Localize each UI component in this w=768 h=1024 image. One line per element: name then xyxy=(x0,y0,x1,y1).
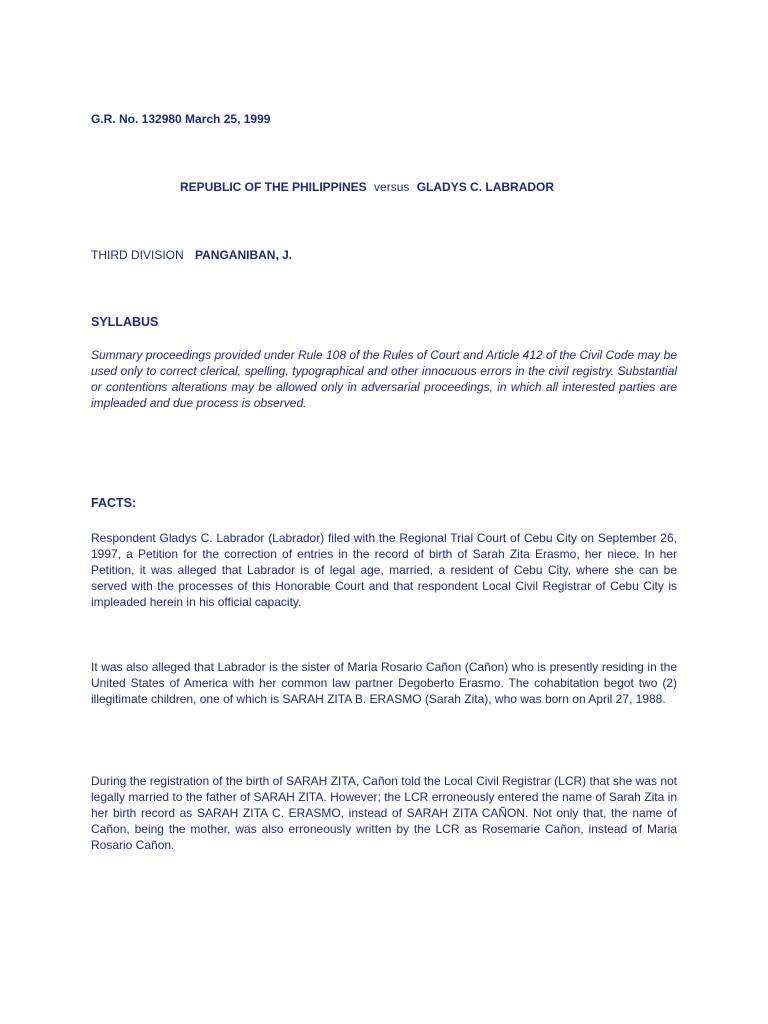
facts-heading: FACTS: xyxy=(91,496,137,510)
division-label: THIRD DIVISION xyxy=(91,248,184,262)
syllabus-text: Summary proceedings provided under Rule 108 of the Rules of Court and Article 412 of the Civil Code may be used only to correct clerical, spelling, typographical and other innocuous errors in the civil registry. Substantial or contentions alterations may be allowed only in adversarial proceedings, in which all interested parties are impleaded and due process is observed. xyxy=(91,348,677,410)
ponente-name: PANGANIBAN, J. xyxy=(195,248,293,262)
case-number: G.R. No. 132980 March 25, 1999 xyxy=(91,112,271,126)
facts-paragraph: Respondent Gladys C. Labrador (Labrador) filed with the Regional Trial Court of Cebu City on September 26, 1997, a Petition for the correction of entries in the record of birth of Sarah Zita Erasmo, her niece. In her Petition, it was alleged that Labrador is of legal age, married, a resident of Cebu City, where she can be served with the processes of this Honorable Court and that respondent Local Civil Registrar of Cebu City is impleaded herein in his official capacity. xyxy=(91,531,677,609)
facts-paragraph: It was also alleged that Labrador is the sister of Maria Rosario Cañon (Cañon) who is presently residing in the United States of America with her common law partner Degoberto Erasmo. The cohabitation begot two (2) illegitimate children, one of which is SARAH ZITA B. ERASMO (Sarah Zita), who was born on April 27, 1988. xyxy=(91,660,677,706)
syllabus-heading: SYLLABUS xyxy=(91,315,159,329)
division-line xyxy=(91,247,292,263)
petitioner-name: REPUBLIC OF THE PHILIPPINES xyxy=(180,180,367,194)
case-parties xyxy=(180,179,554,195)
facts-paragraph: During the registration of the birth of SARAH ZITA, Cañon told the Local Civil Registrar (LCR) that she was not legally married to the father of SARAH ZITA. However; the LCR erroneously entered the name of Sarah Zita in her birth record as SARAH ZITA C. ERASMO, instead of SARAH ZITA CAÑON. Not only that, the name of Cañon, being the mother, was also erroneously written by the LCR as Rosemarie Cañon, instead of Maria Rosario Cañon. xyxy=(91,774,677,852)
versus-label: versus xyxy=(374,180,410,194)
respondent-name: GLADYS C. LABRADOR xyxy=(416,180,555,194)
